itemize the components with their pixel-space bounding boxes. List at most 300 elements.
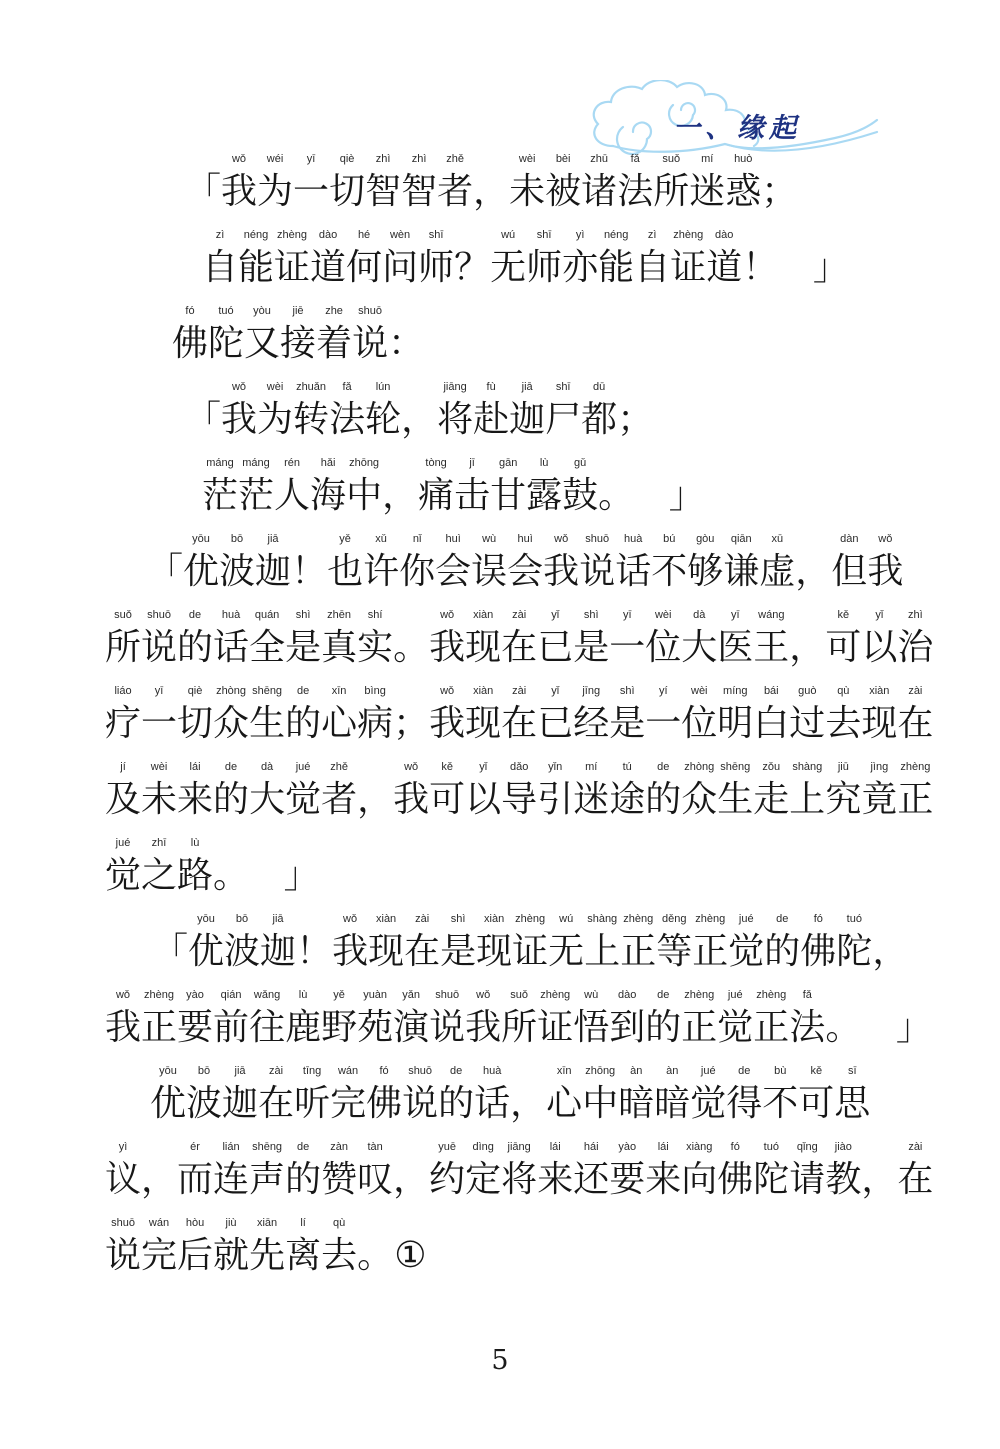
pinyin-label: de bbox=[776, 913, 789, 925]
ruby-cell bbox=[258, 1064, 294, 1126]
ruby-cell bbox=[172, 304, 208, 366]
hanzi-char: 在 bbox=[897, 703, 934, 744]
hanzi-char: 暗 bbox=[618, 1083, 655, 1124]
ruby-cell bbox=[177, 988, 213, 1050]
pinyin-label: yuē bbox=[438, 1141, 457, 1153]
ruby-cell bbox=[388, 304, 424, 366]
ruby-cell bbox=[579, 532, 615, 594]
pinyin-label: jué bbox=[727, 989, 743, 1001]
ruby-cell bbox=[634, 228, 670, 290]
pinyin-label: lái bbox=[657, 1141, 669, 1153]
pinyin-label: fǎ bbox=[802, 989, 812, 1001]
ruby-cell bbox=[285, 760, 321, 822]
hanzi-char: 证 bbox=[274, 247, 311, 288]
pinyin-label: yī bbox=[730, 609, 740, 621]
hanzi-char: 定 bbox=[465, 1159, 502, 1200]
ruby-cell bbox=[437, 152, 473, 214]
ruby-cell bbox=[615, 532, 651, 594]
ruby-cell bbox=[224, 912, 260, 974]
pinyin-label: liáo bbox=[114, 685, 132, 697]
pinyin-label: xū bbox=[771, 533, 784, 545]
hanzi-char: ！ bbox=[742, 247, 779, 288]
ruby-cell bbox=[310, 228, 346, 290]
ruby-cell bbox=[501, 988, 537, 1050]
ruby-cell bbox=[294, 1064, 330, 1126]
ruby-cell bbox=[465, 760, 501, 822]
hanzi-char: ， bbox=[393, 1159, 430, 1200]
hanzi-char: ； bbox=[617, 399, 654, 440]
ruby-cell bbox=[759, 532, 795, 594]
pinyin-label: nǐ bbox=[412, 533, 422, 545]
hanzi-char: 等 bbox=[656, 931, 693, 972]
ruby-cell bbox=[105, 1140, 141, 1202]
ruby-cell bbox=[213, 684, 249, 746]
ruby-cell bbox=[393, 684, 429, 746]
hanzi-char: 正 bbox=[692, 931, 729, 972]
hanzi-char: 我 bbox=[221, 171, 258, 212]
pinyin-label: wán bbox=[148, 1217, 170, 1229]
hanzi-char: 要 bbox=[609, 1159, 646, 1200]
hanzi-char: 的 bbox=[764, 931, 801, 972]
pinyin-label: kě bbox=[441, 761, 453, 773]
ruby-cell bbox=[257, 152, 293, 214]
ruby-cell bbox=[598, 228, 634, 290]
hanzi-char: 现 bbox=[465, 703, 502, 744]
pinyin-label: wǒ bbox=[404, 761, 419, 773]
ruby-cell bbox=[177, 1140, 213, 1202]
hanzi-char: 完 bbox=[141, 1235, 178, 1276]
pinyin-label: shēng bbox=[252, 685, 283, 697]
ruby-cell bbox=[249, 1216, 285, 1278]
ruby-cell bbox=[609, 988, 645, 1050]
hanzi-char: 疗 bbox=[105, 703, 142, 744]
pinyin-label: zài bbox=[512, 685, 527, 697]
ruby-cell bbox=[825, 760, 861, 822]
pinyin-label: kě bbox=[837, 609, 850, 621]
hanzi-char: 被 bbox=[545, 171, 582, 212]
ruby-cell bbox=[260, 912, 296, 974]
pinyin-label: zhòng bbox=[216, 685, 247, 697]
ruby-cell bbox=[150, 1064, 186, 1126]
hanzi-char: 路 bbox=[177, 855, 214, 896]
pinyin-label: huà bbox=[482, 1065, 502, 1077]
hanzi-char: 位 bbox=[645, 627, 682, 668]
ruby-cell bbox=[285, 684, 321, 746]
pinyin-label: xiàn bbox=[473, 685, 494, 697]
pinyin-label: wù bbox=[482, 533, 497, 545]
hanzi-char: 是 bbox=[573, 627, 610, 668]
hanzi-char: ， bbox=[357, 779, 394, 820]
text-line-9 bbox=[105, 760, 933, 822]
pinyin-label: shuō bbox=[111, 1217, 135, 1229]
pinyin-label: guò bbox=[798, 685, 817, 697]
ruby-cell bbox=[717, 760, 753, 822]
ruby-cell bbox=[393, 988, 429, 1050]
ruby-cell bbox=[609, 760, 645, 822]
hanzi-char: 暗 bbox=[654, 1083, 691, 1124]
pinyin-label: dà bbox=[260, 761, 274, 773]
hanzi-char: 还 bbox=[573, 1159, 610, 1200]
pinyin-label: fó bbox=[730, 1141, 740, 1153]
hanzi-char: 法 bbox=[329, 399, 366, 440]
pinyin-label: jiū bbox=[837, 761, 849, 773]
ruby-cell bbox=[357, 684, 393, 746]
hanzi-char: 波 bbox=[186, 1083, 223, 1124]
hanzi-char: 海 bbox=[310, 475, 347, 516]
pinyin-label: àn bbox=[630, 1065, 643, 1077]
text-line-12 bbox=[105, 988, 932, 1050]
pinyin-label: wáng bbox=[758, 609, 785, 621]
hanzi-char: 以 bbox=[861, 627, 898, 668]
hanzi-char: 可 bbox=[429, 779, 466, 820]
pinyin-label: rén bbox=[284, 457, 300, 469]
ruby-cell bbox=[429, 684, 465, 746]
pinyin-label: jiāng bbox=[443, 381, 467, 393]
pinyin-label: fù bbox=[486, 381, 496, 393]
hanzi-char: 说 bbox=[429, 1007, 466, 1048]
pinyin-label: yǐ bbox=[551, 609, 560, 621]
hanzi-char: 鼓 bbox=[562, 475, 599, 516]
ruby-cell bbox=[526, 456, 562, 518]
hanzi-char: 你 bbox=[399, 551, 436, 592]
ruby-cell bbox=[329, 152, 365, 214]
ruby-cell bbox=[681, 608, 717, 670]
hanzi-char: ， bbox=[789, 627, 826, 668]
pinyin-label: bō bbox=[235, 913, 249, 925]
pinyin-label: shī bbox=[555, 381, 571, 393]
hanzi-char: 。 bbox=[598, 475, 635, 516]
hanzi-char: 觉 bbox=[717, 1007, 754, 1048]
hanzi-char: 佛 bbox=[717, 1159, 754, 1200]
ruby-cell bbox=[357, 760, 393, 822]
pinyin-label: zhōng bbox=[349, 457, 380, 469]
ruby-cell bbox=[562, 228, 598, 290]
pinyin-label: wèi bbox=[266, 381, 284, 393]
ruby-cell bbox=[798, 1064, 834, 1126]
pinyin-label: bìng bbox=[364, 685, 386, 697]
hanzi-char: 一 bbox=[141, 703, 178, 744]
pinyin-label: wǒ bbox=[115, 989, 131, 1001]
pinyin-label: wán bbox=[337, 1065, 359, 1077]
ruby-cell bbox=[208, 304, 244, 366]
hanzi-char: ， bbox=[510, 1083, 547, 1124]
ruby-cell bbox=[296, 912, 332, 974]
pinyin-label: yǐ bbox=[875, 609, 884, 621]
hanzi-char: 迦 bbox=[255, 551, 292, 592]
ruby-cell bbox=[177, 760, 213, 822]
ruby-cell bbox=[670, 228, 706, 290]
ruby-cell bbox=[609, 608, 645, 670]
hanzi-char: 经 bbox=[573, 703, 610, 744]
pinyin-label: gān bbox=[498, 457, 518, 469]
ruby-cell bbox=[366, 1064, 402, 1126]
pinyin-label: bái bbox=[763, 685, 779, 697]
pinyin-label: tuó bbox=[763, 1141, 779, 1153]
pinyin-label: jí bbox=[120, 761, 126, 773]
hanzi-char: 转 bbox=[293, 399, 330, 440]
ruby-cell bbox=[429, 760, 465, 822]
hanzi-char: 自 bbox=[634, 247, 671, 288]
pinyin-label: shī bbox=[536, 229, 552, 241]
hanzi-char: 而 bbox=[177, 1159, 214, 1200]
hanzi-char: 接 bbox=[280, 323, 317, 364]
pinyin-label: dìng bbox=[472, 1141, 494, 1153]
hanzi-char: 切 bbox=[329, 171, 366, 212]
ruby-cell bbox=[573, 1140, 609, 1202]
ruby-cell bbox=[429, 608, 465, 670]
pinyin-label: yī bbox=[154, 685, 164, 697]
pinyin-label: tuó bbox=[218, 305, 234, 317]
pinyin-label: de bbox=[657, 761, 670, 773]
hanzi-char: 现 bbox=[465, 627, 502, 668]
hanzi-char: 」 bbox=[812, 247, 849, 288]
hanzi-char: 迷 bbox=[689, 171, 726, 212]
hanzi-char: 是 bbox=[440, 931, 477, 972]
ruby-cell bbox=[438, 1064, 474, 1126]
pinyin-label: lù bbox=[539, 457, 549, 469]
pinyin-label: zhèng bbox=[623, 913, 654, 925]
hanzi-char: 又 bbox=[244, 323, 281, 364]
ruby-cell bbox=[249, 836, 284, 853]
text-line-4 bbox=[185, 380, 653, 442]
pinyin-label: dà bbox=[693, 609, 706, 621]
ruby-cell bbox=[581, 380, 617, 442]
ruby-cell bbox=[473, 380, 509, 442]
hanzi-char: 佛 bbox=[800, 931, 837, 972]
hanzi-char: 为 bbox=[257, 399, 294, 440]
ruby-cell bbox=[825, 988, 861, 1050]
hanzi-char: 优 bbox=[183, 551, 220, 592]
ruby-cell bbox=[543, 532, 579, 594]
pinyin-label: kě bbox=[810, 1065, 823, 1077]
ruby-cell bbox=[645, 684, 681, 746]
hanzi-char: 觉 bbox=[690, 1083, 727, 1124]
ruby-cell bbox=[896, 988, 932, 1050]
pinyin-label: suǒ bbox=[114, 609, 132, 621]
pinyin-label: qǐng bbox=[796, 1141, 818, 1153]
ruby-cell bbox=[573, 684, 609, 746]
pinyin-label: zǒu bbox=[762, 761, 781, 773]
ruby-cell bbox=[238, 456, 274, 518]
ruby-cell bbox=[897, 1140, 933, 1202]
hanzi-char: 说 bbox=[402, 1083, 439, 1124]
pinyin-label: jué bbox=[115, 837, 131, 849]
pinyin-label: gǔ bbox=[574, 457, 587, 469]
hanzi-char: 诸 bbox=[581, 171, 618, 212]
pinyin-label: wú bbox=[501, 229, 516, 241]
ruby-cell bbox=[717, 1140, 753, 1202]
ruby-cell bbox=[183, 532, 219, 594]
ruby-cell bbox=[474, 1064, 510, 1126]
pinyin-label: dū bbox=[593, 381, 606, 393]
hanzi-char: 「 bbox=[185, 171, 222, 212]
hanzi-char: 但 bbox=[831, 551, 868, 592]
hanzi-char: ！ bbox=[291, 551, 328, 592]
ruby-cell bbox=[321, 760, 357, 822]
pinyin-label: shàng bbox=[792, 761, 823, 773]
ruby-cell bbox=[404, 912, 440, 974]
hanzi-char: 完 bbox=[330, 1083, 367, 1124]
hanzi-char: 茫 bbox=[238, 475, 275, 516]
ruby-cell bbox=[401, 152, 437, 214]
ruby-cell bbox=[537, 684, 573, 746]
hanzi-char: 在 bbox=[258, 1083, 295, 1124]
text-line-5 bbox=[202, 456, 705, 518]
hanzi-char: 叹 bbox=[357, 1159, 394, 1200]
ruby-cell bbox=[418, 456, 454, 518]
hanzi-char: ， bbox=[795, 551, 832, 592]
ruby-cell bbox=[401, 380, 437, 442]
text-line-8 bbox=[105, 684, 933, 746]
pinyin-label: qù bbox=[332, 1217, 346, 1229]
pinyin-label: zài bbox=[908, 685, 923, 697]
hanzi-char: ， bbox=[473, 171, 510, 212]
hanzi-char: 我 bbox=[543, 551, 580, 592]
pinyin-label: jué bbox=[738, 913, 754, 925]
hanzi-char: 明 bbox=[717, 703, 754, 744]
hanzi-char: ， bbox=[401, 399, 438, 440]
ruby-cell bbox=[219, 532, 255, 594]
pinyin-label: jiā bbox=[272, 913, 284, 925]
ruby-cell bbox=[723, 532, 759, 594]
hanzi-char: 要 bbox=[177, 1007, 214, 1048]
ruby-cell bbox=[717, 684, 753, 746]
pinyin-label: qiān bbox=[730, 533, 752, 545]
ruby-cell bbox=[618, 1064, 654, 1126]
hanzi-char: 者 bbox=[321, 779, 358, 820]
hanzi-char: 是 bbox=[609, 703, 646, 744]
ruby-cell bbox=[753, 760, 789, 822]
ruby-cell bbox=[861, 684, 897, 746]
hanzi-char: 之 bbox=[141, 855, 178, 896]
ruby-cell bbox=[393, 1140, 429, 1202]
ruby-cell bbox=[177, 1216, 213, 1278]
pinyin-label: wèi bbox=[150, 761, 168, 773]
pinyin-label: bú bbox=[663, 533, 676, 545]
hanzi-char: 一 bbox=[645, 703, 682, 744]
ruby-cell bbox=[690, 1064, 726, 1126]
hanzi-char: 。 bbox=[213, 855, 250, 896]
ruby-cell bbox=[825, 684, 861, 746]
hanzi-char: 觉 bbox=[285, 779, 322, 820]
hanzi-char: 去 bbox=[825, 703, 862, 744]
ruby-cell bbox=[402, 1064, 438, 1126]
ruby-cell bbox=[609, 1140, 645, 1202]
ruby-cell bbox=[789, 684, 825, 746]
ruby-cell bbox=[249, 684, 285, 746]
ruby-cell bbox=[726, 1064, 762, 1126]
ruby-cell bbox=[584, 912, 620, 974]
pinyin-label: shuō bbox=[435, 989, 460, 1001]
ruby-cell bbox=[147, 532, 183, 594]
pinyin-label: zhì bbox=[411, 153, 427, 165]
ruby-cell bbox=[762, 1064, 798, 1126]
ruby-cell bbox=[651, 532, 687, 594]
ruby-cell bbox=[177, 608, 213, 670]
pinyin-label: de bbox=[296, 1141, 310, 1153]
ruby-cell bbox=[656, 912, 692, 974]
ruby-cell bbox=[249, 760, 285, 822]
ruby-cell bbox=[222, 1064, 258, 1126]
ruby-cell bbox=[490, 456, 526, 518]
hanzi-char: 尸 bbox=[545, 399, 582, 440]
pinyin-label: suǒ bbox=[510, 989, 529, 1001]
pinyin-label: zài bbox=[269, 1065, 284, 1077]
hanzi-char: 已 bbox=[537, 627, 574, 668]
pinyin-label: zhě bbox=[330, 761, 348, 773]
hanzi-char: 切 bbox=[177, 703, 214, 744]
hanzi-char: 轮 bbox=[365, 399, 402, 440]
hanzi-char: 我 bbox=[867, 551, 904, 592]
hanzi-char: 。 bbox=[393, 627, 430, 668]
ruby-cell bbox=[105, 836, 141, 898]
pinyin-label: fǎ bbox=[630, 153, 640, 165]
ruby-cell bbox=[284, 836, 320, 898]
ruby-cell bbox=[507, 532, 543, 594]
hanzi-char: 会 bbox=[507, 551, 544, 592]
pinyin-label: wǒ bbox=[231, 381, 247, 393]
ruby-cell bbox=[867, 532, 903, 594]
hanzi-char: 误 bbox=[471, 551, 508, 592]
text-line-7 bbox=[105, 608, 933, 670]
ruby-cell bbox=[825, 1140, 861, 1202]
hanzi-char: 陀 bbox=[208, 323, 245, 364]
hanzi-char: 道 bbox=[310, 247, 347, 288]
pinyin-label: shēng bbox=[252, 1141, 283, 1153]
hanzi-char: 向 bbox=[681, 1159, 718, 1200]
pinyin-label: àn bbox=[666, 1065, 679, 1077]
ruby-cell bbox=[795, 532, 831, 594]
ruby-cell bbox=[352, 304, 388, 366]
hanzi-char: 得 bbox=[726, 1083, 763, 1124]
pinyin-label: gòu bbox=[696, 533, 715, 545]
hanzi-char: 迦 bbox=[222, 1083, 259, 1124]
ruby-cell bbox=[382, 456, 418, 518]
hanzi-char: 觉 bbox=[105, 855, 142, 896]
ruby-cell bbox=[213, 1216, 249, 1278]
hanzi-char: 亦 bbox=[562, 247, 599, 288]
hanzi-char: 不 bbox=[762, 1083, 799, 1124]
ruby-cell bbox=[681, 760, 717, 822]
hanzi-char: 导 bbox=[501, 779, 538, 820]
ruby-cell bbox=[185, 380, 221, 442]
pinyin-label: míng bbox=[723, 685, 748, 697]
pinyin-label: jī bbox=[469, 457, 475, 469]
hanzi-char: 能 bbox=[598, 247, 635, 288]
hanzi-char: 前 bbox=[213, 1007, 250, 1048]
hanzi-char: 者 bbox=[437, 171, 474, 212]
pinyin-label: zì bbox=[215, 229, 225, 241]
pinyin-label: wèn bbox=[389, 229, 411, 241]
hanzi-char: 师 bbox=[526, 247, 563, 288]
pinyin-label: yōu bbox=[159, 1065, 177, 1077]
hanzi-char: ？ bbox=[454, 247, 491, 288]
hanzi-char: 已 bbox=[537, 703, 574, 744]
ruby-cell bbox=[382, 228, 418, 290]
hanzi-char: 去 bbox=[321, 1235, 358, 1276]
hanzi-char: 无 bbox=[548, 931, 585, 972]
hanzi-char: 途 bbox=[609, 779, 646, 820]
ruby-cell bbox=[435, 532, 471, 594]
hanzi-char: 波 bbox=[224, 931, 261, 972]
pinyin-label: shì bbox=[295, 609, 311, 621]
pinyin-label: de bbox=[738, 1065, 751, 1077]
hanzi-char: 竟 bbox=[861, 779, 898, 820]
hanzi-char: 现 bbox=[368, 931, 405, 972]
hanzi-char: 我 bbox=[332, 931, 369, 972]
ruby-cell bbox=[645, 608, 681, 670]
ruby-cell bbox=[285, 608, 321, 670]
